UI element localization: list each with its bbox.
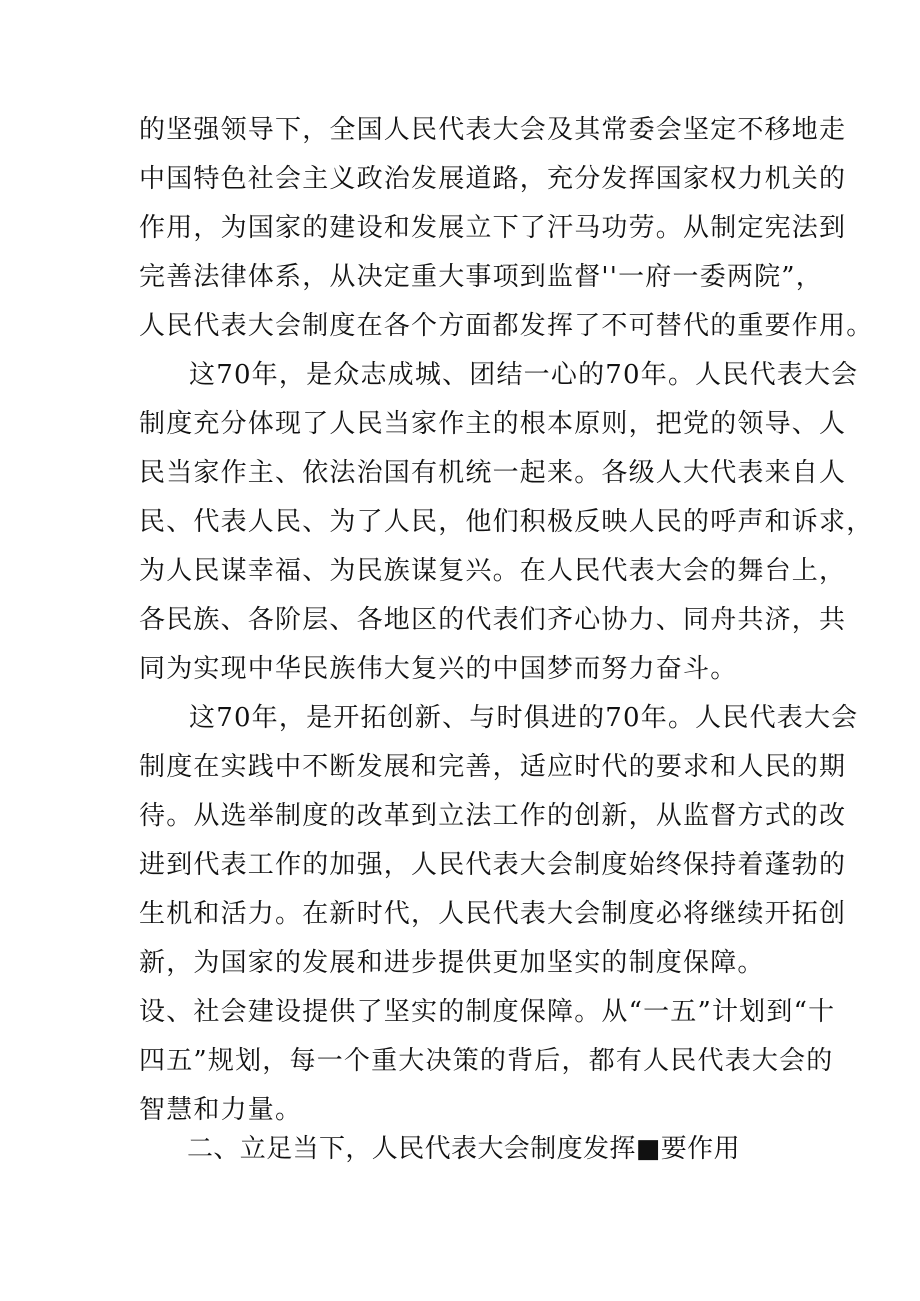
paragraph-line: 民当家作主、依法治国有机统一起来。各级人大代表来自人 [139,458,847,488]
paragraph-line: 的坚强领导下，全国人民代表大会及其常委会坚定不移地走 [139,115,847,145]
paragraph-line: 智慧和力量。 [139,1095,303,1125]
paragraph-line: 新，为国家的发展和进步提供更加坚实的制度保障。 [139,948,765,978]
paragraph-line: 中国特色社会主义政治发展道路，充分发挥国家权力机关的 [139,164,847,194]
paragraph-line: 完善法律体系，从决定重大事项到监督''一府一委两院”， [139,262,823,292]
paragraph-line: 制度在实践中不断发展和完善，适应时代的要求和人民的期 [139,752,847,782]
paragraph-line: 进到代表工作的加强，人民代表大会制度始终保持着蓬勃的 [139,850,847,880]
paragraph-line: 作用，为国家的建设和发展立下了汗马功劳。从制定宪法到 [139,213,847,243]
paragraph-line: 制度充分体现了人民当家作主的根本原则，把党的领导、人 [139,409,847,439]
paragraph-line: 这70年，是开拓创新、与时俱进的70年。人民代表大会 [189,703,859,733]
paragraph-line: 设、社会建设提供了坚实的制度保障。从“一五”计划到“十 [139,997,836,1027]
paragraph-line: 各民族、各阶层、各地区的代表们齐心协力、同舟共济，共 [139,605,847,635]
paragraph-line: 人民代表大会制度在各个方面都发挥了不可替代的重要作用。 [139,311,874,341]
section-heading: 二、立足当下，人民代表大会制度发挥■要作用 [187,1134,740,1164]
paragraph-line: 待。从选举制度的改革到立法工作的创新，从监督方式的改 [139,801,847,831]
paragraph-line: 生机和活力。在新时代，人民代表大会制度必将继续开拓创 [139,899,847,929]
paragraph-line: 民、代表人民、为了人民，他们积极反映人民的呼声和诉求， [139,507,874,537]
paragraph-line: 为人民谋幸福、为民族谋复兴。在人民代表大会的舞台上， [139,556,847,586]
paragraph-line: 同为实现中华民族伟大复兴的中国梦而努力奋斗。 [139,654,738,684]
paragraph-line: 这70年，是众志成城、团结一心的70年。人民代表大会 [189,360,859,390]
paragraph-line: 四五”规划，每一个重大决策的背后，都有人民代表大会的 [139,1046,834,1076]
